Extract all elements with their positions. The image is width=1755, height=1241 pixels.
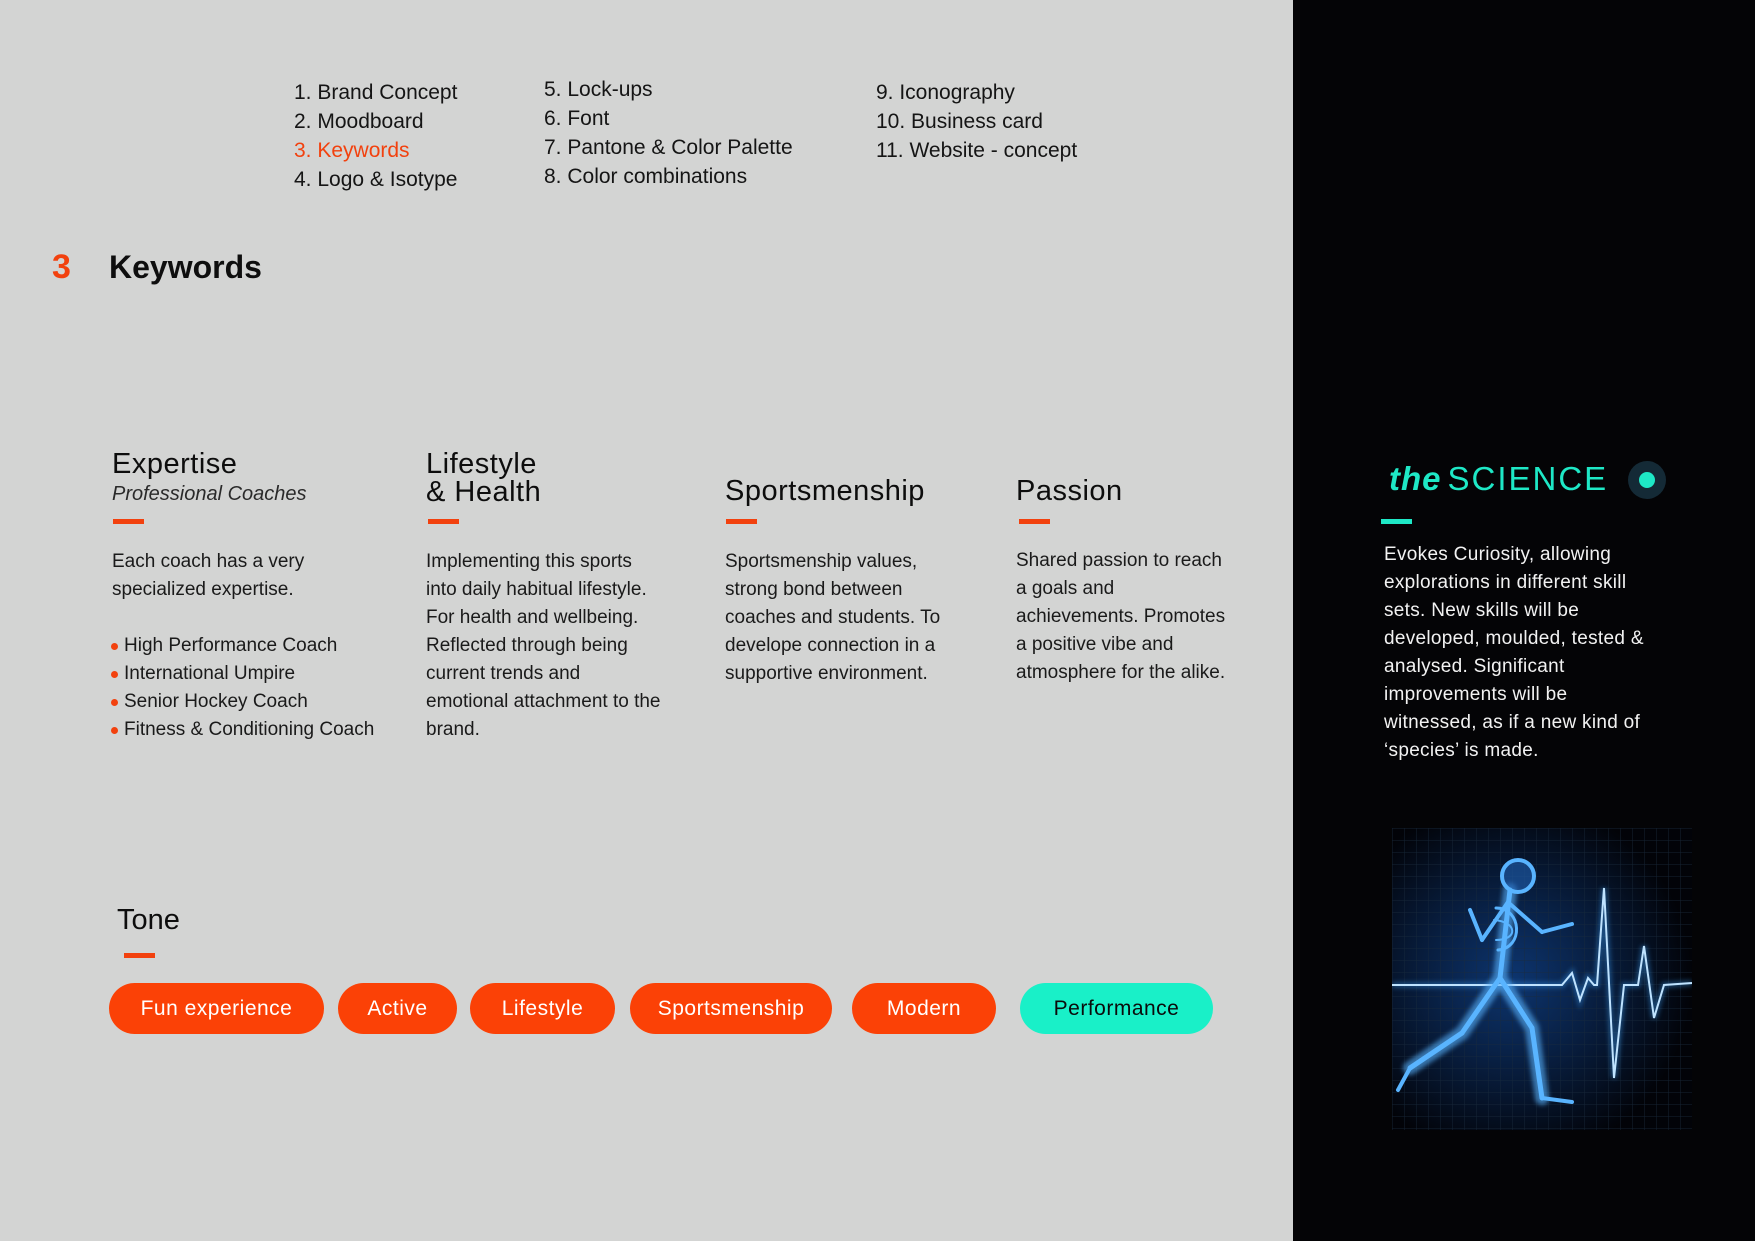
keyword-body-lifestyle-health: Implementing this sports into daily habitual lifestyle. For health and wellbeing. Reflected through being current trends and emotional attachment to the brand. [426, 551, 661, 740]
list-item: High Performance Coach [110, 632, 374, 660]
keyword-title-sportsmenship [725, 477, 925, 505]
science-body: Evokes Curiosity, allowing explorations in different skill sets. New skills will be developed, moulded, tested & analysed. Significant improvements will be witnessed, as if a new kind of ‘species’ is made. [1384, 544, 1644, 761]
tone-tag-performance: Performance [1020, 983, 1213, 1034]
section-number: 3 [52, 248, 71, 286]
keyword-title-expertise [112, 450, 237, 478]
keyword-title-line: Passion [1016, 475, 1123, 507]
tone-tag-sportsmenship: Sportsmenship [630, 983, 832, 1034]
orange-dash-divider [113, 519, 144, 524]
toc-item-keywords-active[interactable]: 3. Keywords [294, 139, 410, 162]
section-title: Keywords [109, 249, 262, 285]
toc-item-lock-ups[interactable]: 5. Lock-ups [544, 78, 653, 101]
orange-dash-divider [124, 953, 155, 958]
toc-item-brand-concept[interactable]: 1. Brand Concept [294, 81, 458, 104]
tone-tag-active: Active [338, 983, 457, 1034]
toc-column-1 [294, 78, 457, 194]
keyword-title-line: & Health [426, 476, 542, 508]
teal-dash-divider [1381, 519, 1412, 524]
list-item: Senior Hockey Coach [110, 688, 374, 716]
expertise-bullet-list [110, 632, 374, 744]
tone-title: Tone [117, 904, 180, 936]
toc-column-2 [544, 75, 793, 191]
toc-item-business-card[interactable]: 10. Business card [876, 110, 1043, 133]
science-title-word: SCIENCE [1447, 460, 1609, 497]
science-title-prefix: the [1389, 460, 1442, 497]
xray-runner-heartbeat-image [1392, 828, 1692, 1130]
toc-column-3 [876, 78, 1077, 165]
keyword-title-lifestyle-health [426, 450, 541, 506]
science-title [1389, 460, 1608, 498]
orange-dash-divider [1019, 519, 1050, 524]
keyword-body-passion: Shared passion to reach a goals and achievements. Promotes a positive vibe and atmosphere for the alike. [1016, 550, 1226, 683]
keyword-subtitle: Professional Coaches [112, 483, 307, 505]
orange-dash-divider [726, 519, 757, 524]
keyword-body-sportsmenship: Sportsmenship values, strong bond between coaches and students. To develope connection in a supportive environment. [725, 551, 941, 684]
toc-item-moodboard[interactable]: 2. Moodboard [294, 110, 424, 133]
orange-dash-divider [428, 519, 459, 524]
tone-tag-modern: Modern [852, 983, 996, 1034]
tone-tag-lifestyle: Lifestyle [470, 983, 615, 1034]
keyword-title-line: Expertise [112, 448, 238, 480]
list-item: Fitness & Conditioning Coach [110, 716, 374, 744]
keyword-title-line: Sportsmenship [725, 475, 925, 507]
target-dot-icon [1628, 461, 1666, 499]
keyword-body-expertise: Each coach has a very specialized expertise. [112, 551, 305, 600]
toc-item-website-concept[interactable]: 11. Website - concept [876, 139, 1078, 162]
toc-item-logo-isotype[interactable]: 4. Logo & Isotype [294, 168, 458, 191]
list-item: International Umpire [110, 660, 374, 688]
toc-item-pantone-color-palette[interactable]: 7. Pantone & Color Palette [544, 136, 793, 159]
toc-item-font[interactable]: 6. Font [544, 107, 610, 130]
keyword-title-passion [1016, 477, 1123, 505]
toc-item-iconography[interactable]: 9. Iconography [876, 81, 1015, 104]
toc-item-color-combinations[interactable]: 8. Color combinations [544, 165, 748, 188]
keyword-title-line: Lifestyle [426, 448, 537, 480]
tone-tag-fun-experience: Fun experience [109, 983, 324, 1034]
